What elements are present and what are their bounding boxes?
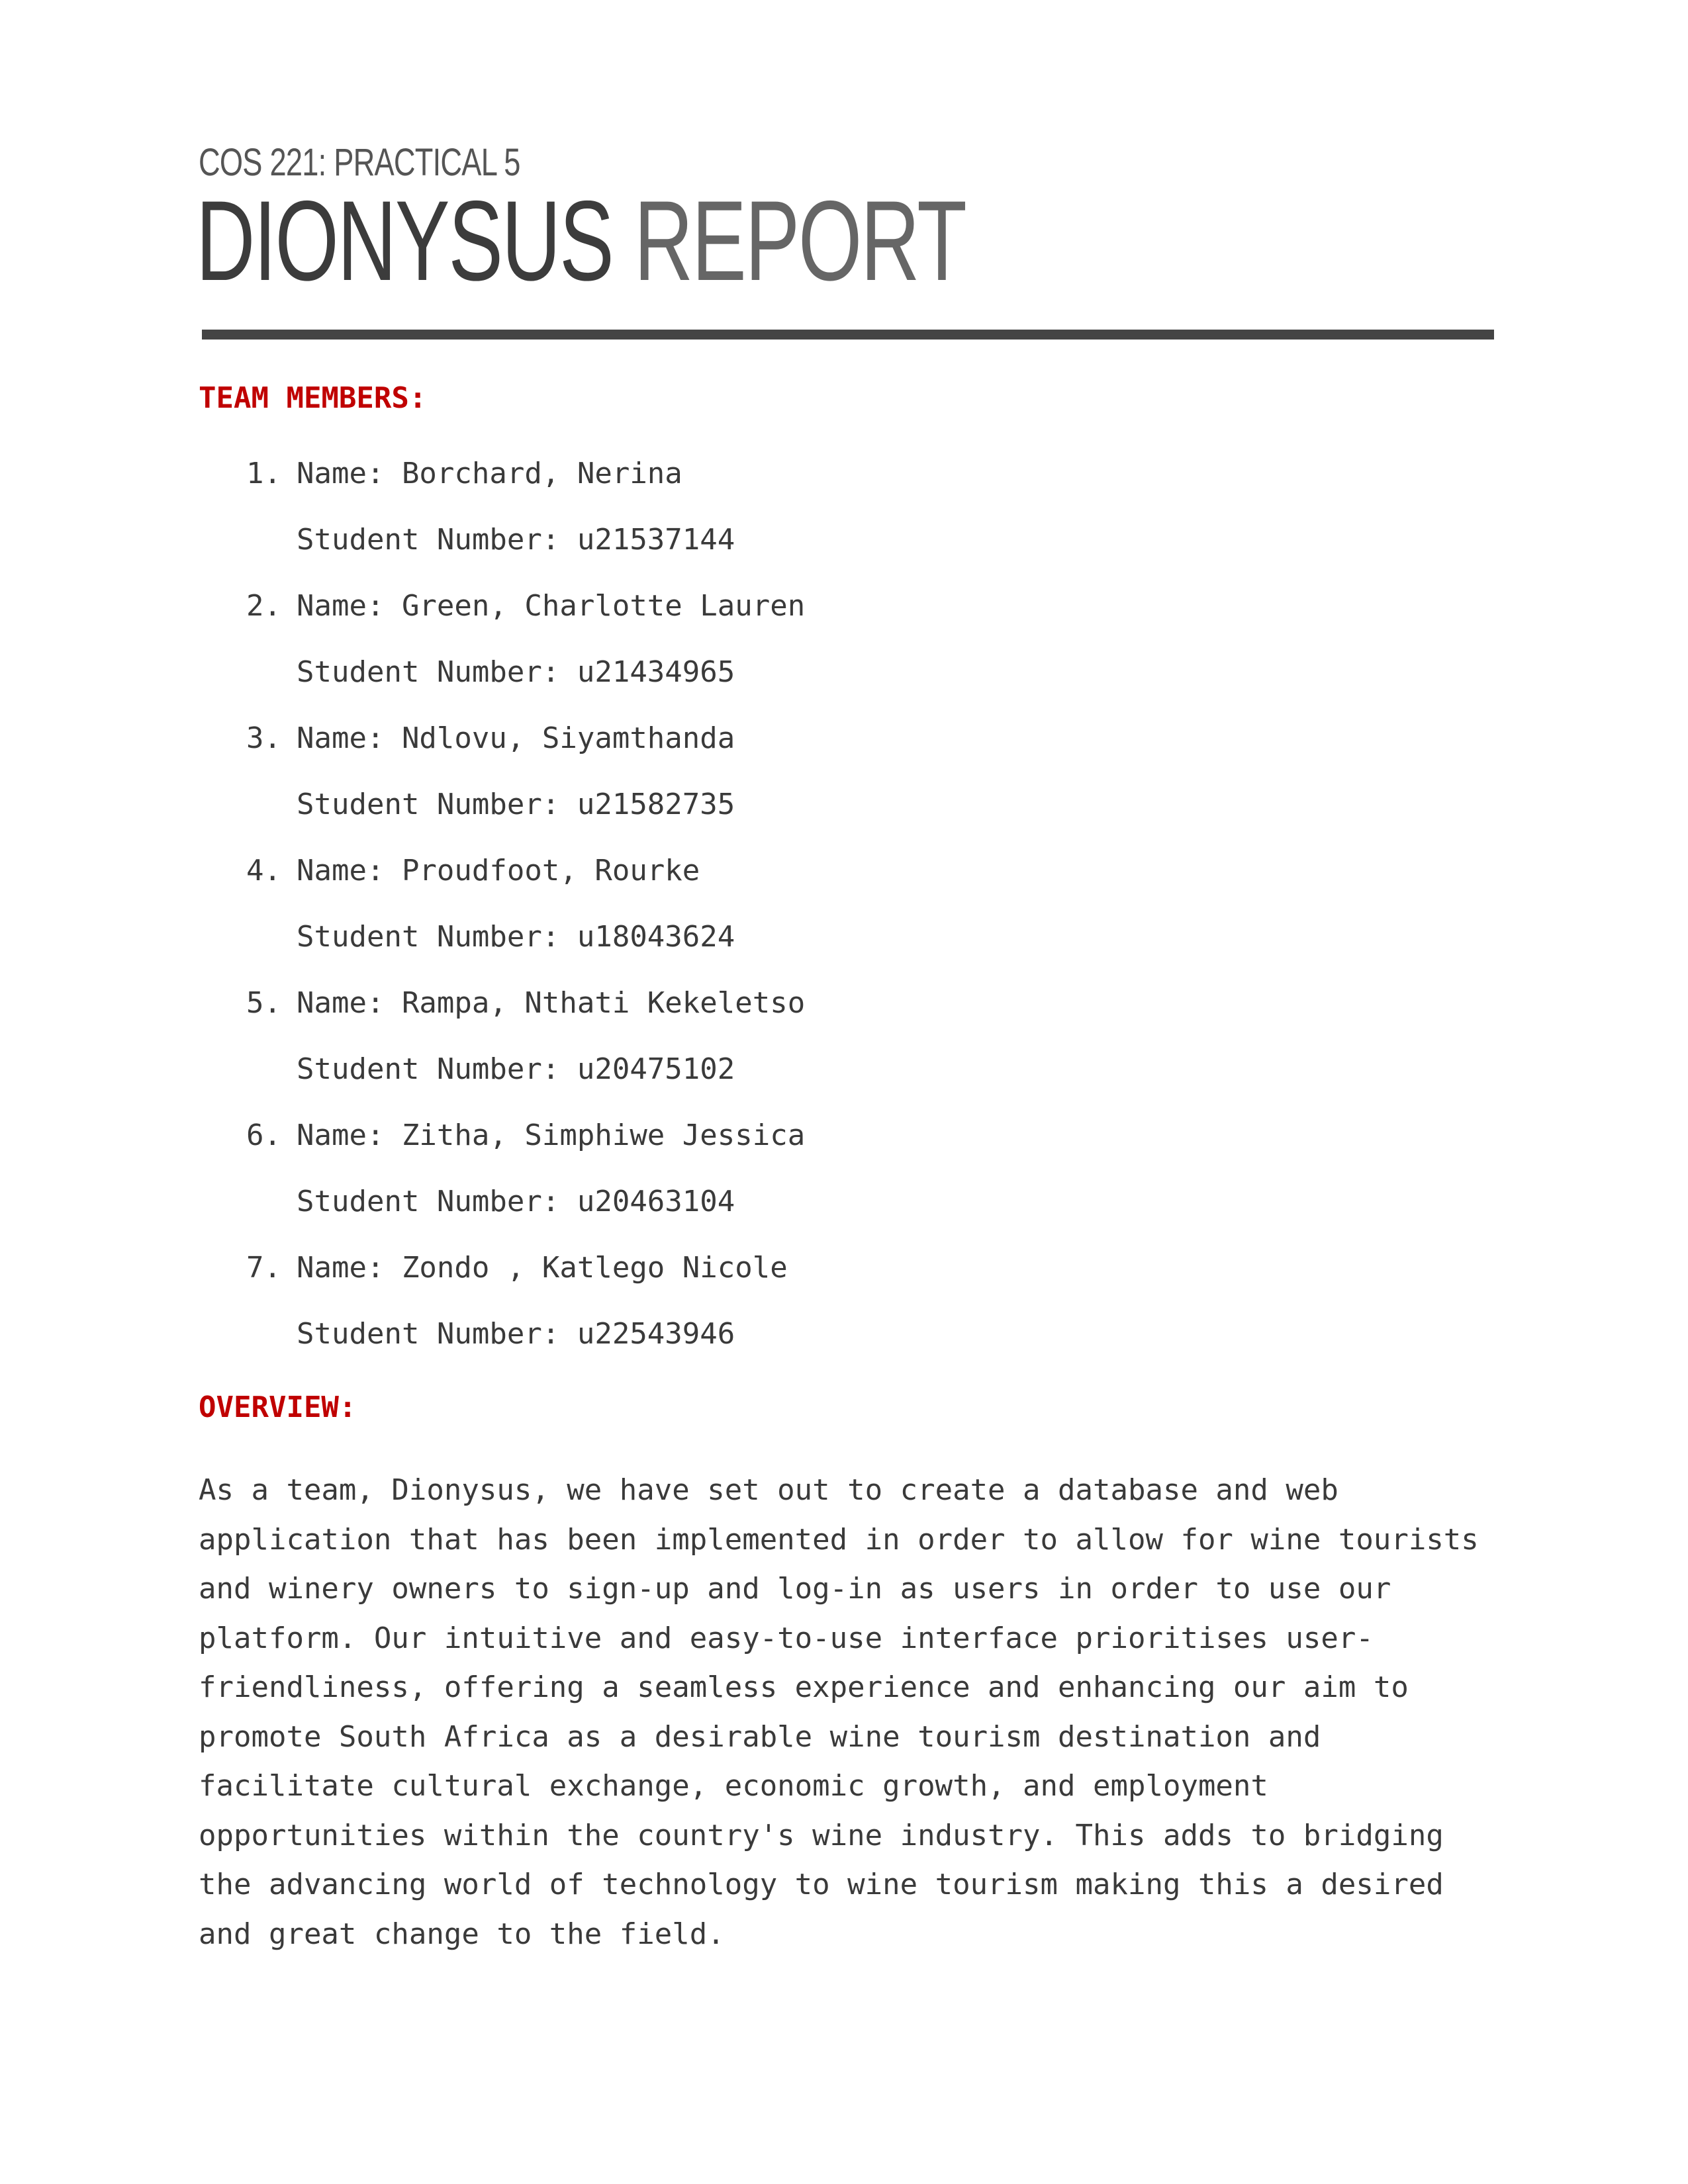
- member-name: Name: Zondo , Katlego Nicole: [297, 1251, 788, 1285]
- member-number: 2.: [246, 589, 281, 623]
- member-number: 5.: [246, 986, 281, 1020]
- team-members-heading: TEAM MEMBERS:: [199, 381, 427, 415]
- member-number: 6.: [246, 1118, 281, 1152]
- member-student-number: Student Number: u21582735: [297, 788, 735, 821]
- member-name: Name: Ndlovu, Siyamthanda: [297, 721, 735, 755]
- member-number: 1.: [246, 457, 281, 490]
- overview-paragraph: As a team, Dionysus, we have set out to create a database and web application that has been implemented in order to allow for wine tourists and winery owners to sign-up and log-in as users in order to use our platform. Our intuitive and easy-to-use interface prioritises user-friendliness, offering a seamless experience and enhancing our aim to promote South Africa as a desirable wine tourism destination and facilitate cultural exchange, economic growth, and employment opportunities within the country's wine industry. This adds to bridging the advancing world of technology to wine tourism making this a desired and great change to the field.: [199, 1473, 1479, 1951]
- report-title: [196, 177, 966, 304]
- title-divider: [202, 330, 1494, 340]
- member-name: Name: Rampa, Nthati Kekeletso: [297, 986, 806, 1020]
- member-name: Name: Zitha, Simphiwe Jessica: [297, 1118, 806, 1152]
- member-name: Name: Borchard, Nerina: [297, 457, 682, 490]
- member-student-number: Student Number: u21537144: [297, 523, 735, 557]
- member-number: 7.: [246, 1251, 281, 1285]
- member-student-number: Student Number: u21434965: [297, 655, 735, 689]
- report-subtitle: COS 221: PRACTICAL 5: [199, 141, 520, 184]
- overview-heading: OVERVIEW:: [199, 1390, 357, 1424]
- report-title-dionysus: DIONYSUS: [196, 177, 613, 304]
- member-student-number: Student Number: u22543946: [297, 1317, 735, 1351]
- member-name: Name: Proudfoot, Rourke: [297, 854, 700, 887]
- member-name: Name: Green, Charlotte Lauren: [297, 589, 806, 623]
- member-number: 3.: [246, 721, 281, 755]
- member-student-number: Student Number: u18043624: [297, 920, 735, 954]
- member-number: 4.: [246, 854, 281, 887]
- member-student-number: Student Number: u20463104: [297, 1185, 735, 1218]
- report-title-report: REPORT: [633, 177, 966, 304]
- member-student-number: Student Number: u20475102: [297, 1052, 735, 1086]
